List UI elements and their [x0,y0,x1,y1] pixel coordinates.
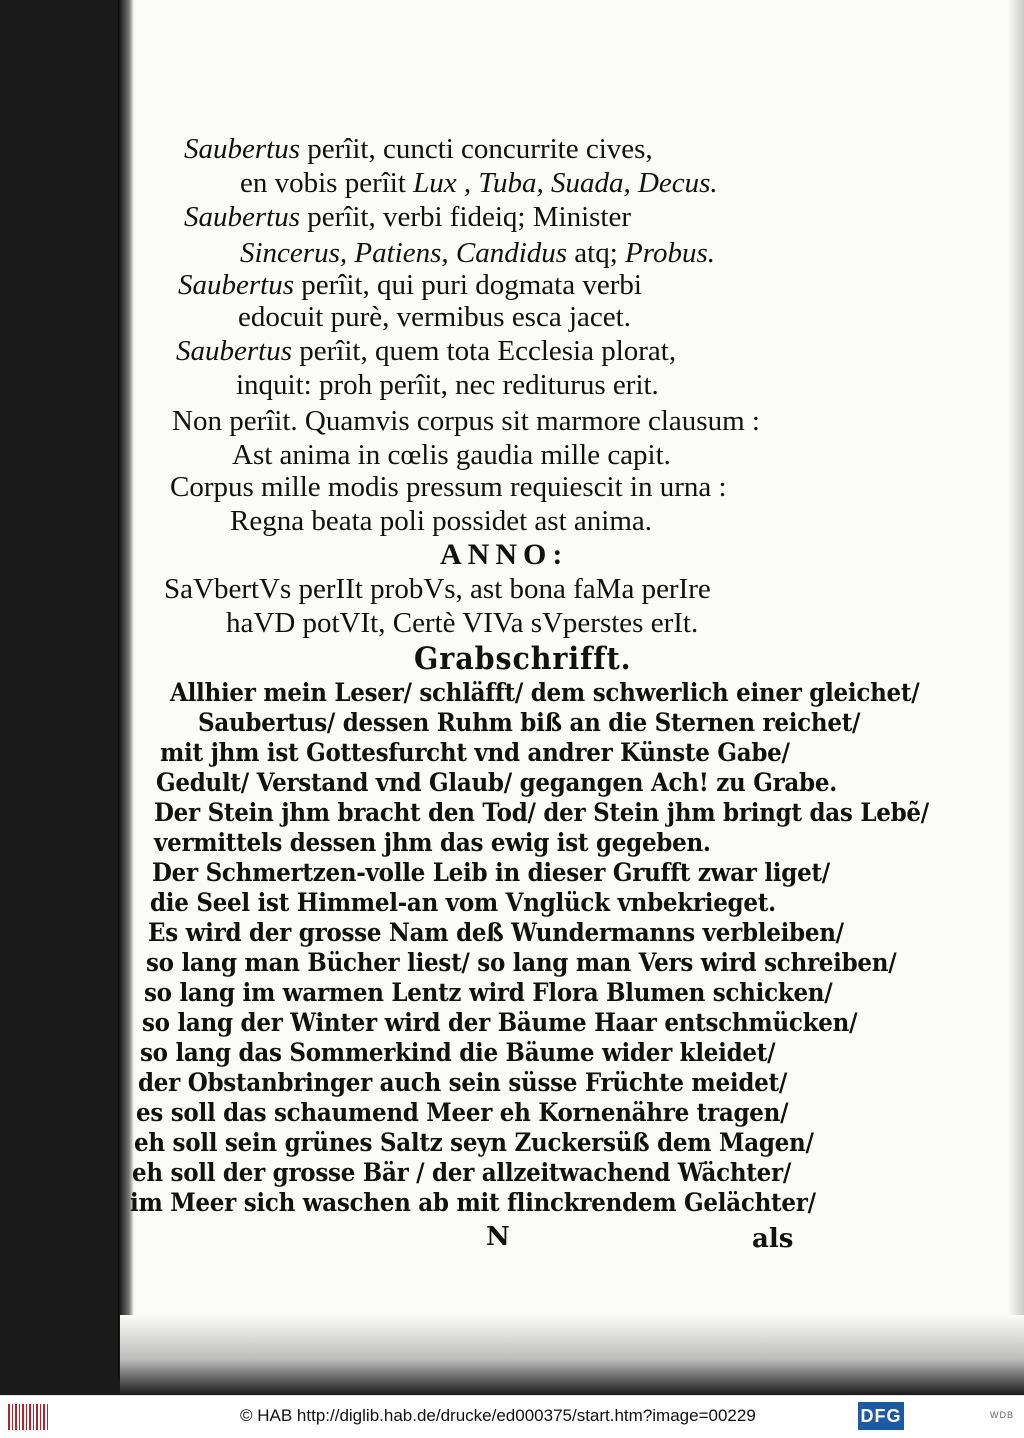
wdb-label: WDB [990,1410,1014,1420]
barcode-icon [8,1404,48,1430]
chronogram-line: haVD potVIt, Certè VIVa sVperstes erIt. [226,607,699,639]
signature-mark: N [486,1222,510,1252]
german-line: im Meer sich waschen ab mit flinckrendem Gelächter/ [130,1188,816,1217]
german-line: Saubertus/ dessen Ruhm biß an die Sternen reichet/ [198,708,861,737]
chronogram-line: SaVbertVs perIIt probVs, ast bona faMa perIre [164,573,711,605]
latin-line: Regna beata poli possidet ast anima. [230,505,653,537]
latin-line: Corpus mille modis pressum requiescit in urna : [170,471,727,503]
german-line: Allhier mein Leser/ schläfft/ dem schwerlich einer gleichet/ [170,678,920,707]
viewer-footer [0,1395,1024,1438]
german-line: Der Schmertzen-volle Leib in dieser Grufft zwar liget/ [152,858,830,887]
latin-line: Saubertus perîit, verbi fideiq; Minister [184,201,632,233]
catchword: als [752,1224,794,1254]
german-line: die Seel ist Himmel-an vom Vnglück vnbekrieget. [150,888,776,917]
latin-line: Non perîit. Quamvis corpus sit marmore clausum : [172,405,760,437]
dfg-logo: DFG [858,1402,904,1430]
german-line: so lang im warmen Lentz wird Flora Blumen schicken/ [144,978,833,1007]
latin-line: inquit: proh perîit, nec rediturus erit. [236,369,659,401]
german-line: es soll das schaumend Meer eh Kornenähre tragen/ [136,1098,789,1127]
latin-line: Ast anima in cœlis gaudia mille capit. [232,439,671,471]
german-line: eh soll der grosse Bär / der allzeitwachend Wächter/ [132,1158,791,1187]
german-line: so lang das Sommerkind die Bäume wider kleidet/ [140,1038,776,1067]
latin-line: Saubertus perîit, quem tota Ecclesia plorat, [176,335,677,367]
latin-line: Saubertus perîit, qui puri dogmata verbi [178,269,642,301]
latin-line: Sincerus, Patiens, Candidus atq; Probus. [240,237,716,269]
latin-line: en vobis perîit Lux , Tuba, Suada, Decus. [240,167,718,199]
german-line: eh soll sein grünes Saltz seyn Zuckersüß dem Magen/ [134,1128,814,1157]
grabschrift-title: Grabschrifft. [414,641,632,677]
german-line: Es wird der grosse Nam deß Wundermanns verbleiben/ [148,918,844,947]
latin-line: edocuit purè, vermibus esca jacet. [238,301,631,333]
latin-line: Saubertus perîit, cuncti concurrite cives, [184,133,653,165]
german-line: so lang der Winter wird der Bäume Haar entschmücken/ [142,1008,858,1037]
german-line: der Obstanbringer auch sein süsse Früchte meidet/ [138,1068,787,1097]
german-line: Der Stein jhm bracht den Tod/ der Stein jhm bringt das Lebẽ/ [154,798,929,827]
german-line: so lang man Bücher liest/ so lang man Vers wird schreiben/ [146,948,897,977]
german-line: vermittels dessen jhm das ewig ist gegeben. [154,828,711,857]
anno-heading: ANNO: [440,538,569,571]
german-line: mit jhm ist Gottesfurcht vnd andrer Künste Gabe/ [160,738,790,767]
copyright-link[interactable]: © HAB http://diglib.hab.de/drucke/ed000375/start.htm?image=00229 [240,1406,756,1425]
german-line: Gedult/ Verstand vnd Glaub/ gegangen Ach! zu Grabe. [156,768,837,797]
